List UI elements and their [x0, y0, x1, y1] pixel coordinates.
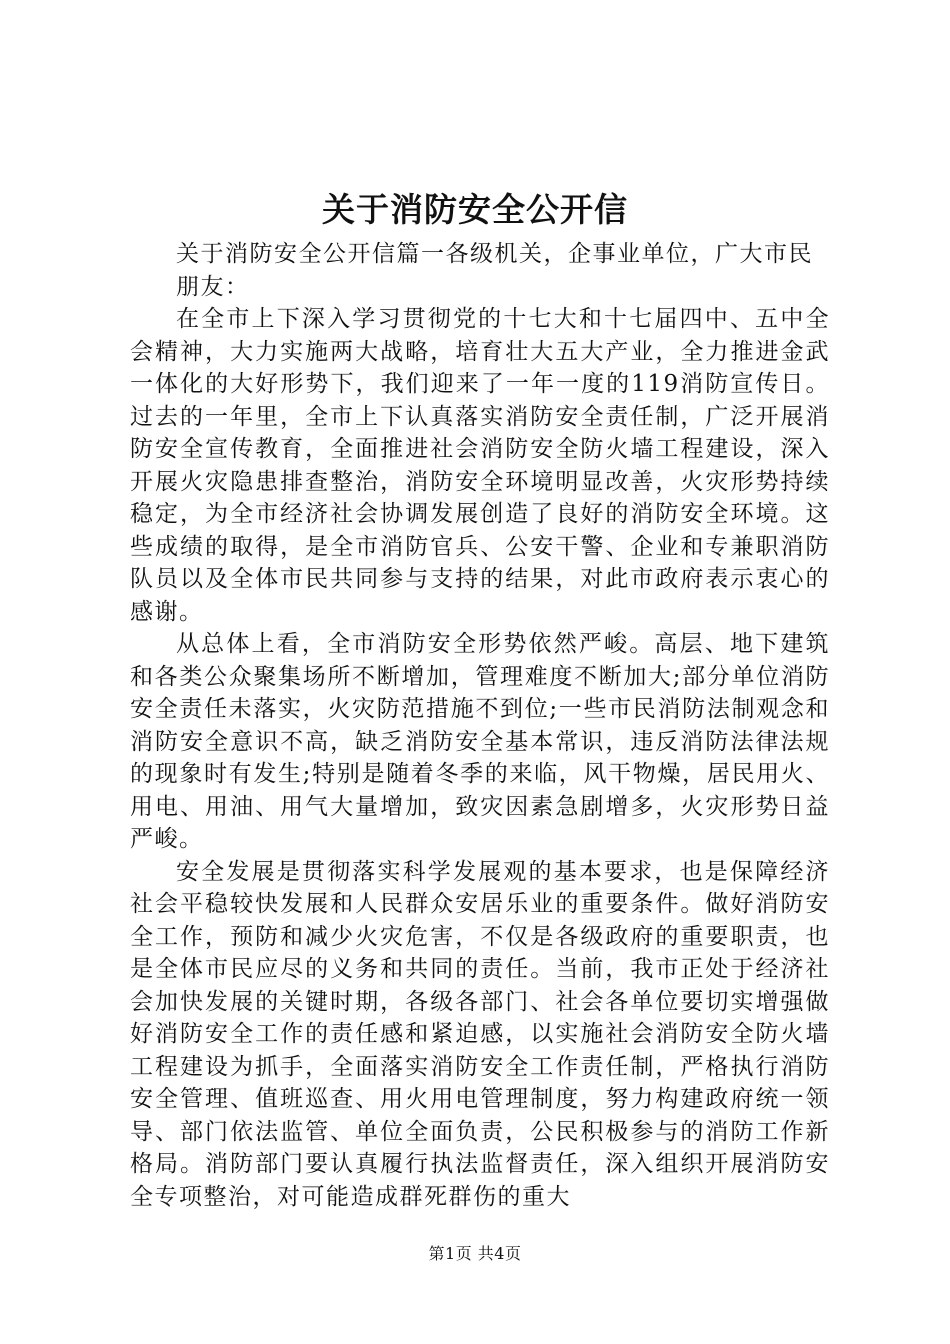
paragraph-salutation: 朋友：: [176, 273, 250, 300]
paragraph-requirements: 安全发展是贯彻落实科学发展观的基本要求，也是保障经济社会平稳较快发展和人民群众安居乐业的重要条件。做好消防安全工作，预防和减少火灾危害，不仅是各级政府的重要职责，也是全体市民应尽的义务和共同的责任。当前，我市正处于经济社会加快发展的关键时期，各级各部门、社会各单位要切实增强做好消防安全工作的责任感和紧迫感，以实施社会消防安全防火墙工程建设为抓手，全面落实消防安全工作责任制，严格执行消防安全管理、值班巡查、用火用电管理制度，努力构建政府统一领导、部门依法监管、单位全面负责，公民积极参与的消防工作新格局。消防部门要认真履行执法监督责任，深入组织开展消防安全专项整治，对可能造成群死群伤的重大: [130, 858, 830, 1210]
document-title: 关于消防安全公开信: [322, 190, 628, 229]
document-body: [130, 238, 830, 1213]
paragraph-situation: 从总体上看，全市消防安全形势依然严峻。高层、地下建筑和各类公众聚集场所不断增加，管理难度不断加大;部分单位消防安全责任未落实，火灾防范措施不到位;一些市民消防法制观念和消防安全意识不高，缺乏消防安全基本常识，违反消防法律法规的现象时有发生;特别是随着冬季的来临，风干物燥，居民用火、用电、用油、用气大量增加，致灾因素急剧增多，火灾形势日益严峻。: [130, 631, 830, 852]
paragraph-achievements: 在全市上下深入学习贯彻党的十七大和十七届四中、五中全会精神，大力实施两大战略，培育壮大五大产业，全力推进金武一体化的大好形势下，我们迎来了一年一度的119消防宣传日。过去的一年里，全市上下认真落实消防安全责任制，广泛开展消防安全宣传教育，全面推进社会消防安全防火墙工程建设，深入开展火灾隐患排查整治，消防安全环境明显改善，火灾形势持续稳定，为全市经济社会协调发展创造了良好的消防安全环境。这些成绩的取得，是全市消防官兵、公安干警、企业和专兼职消防队员以及全体市民共同参与支持的结果，对此市政府表示衷心的感谢。: [130, 306, 830, 625]
paragraph-greeting: 关于消防安全公开信篇一各级机关，企事业单位，广大市民: [176, 241, 813, 267]
page-number-footer: 第1页 共4页: [428, 1244, 522, 1263]
